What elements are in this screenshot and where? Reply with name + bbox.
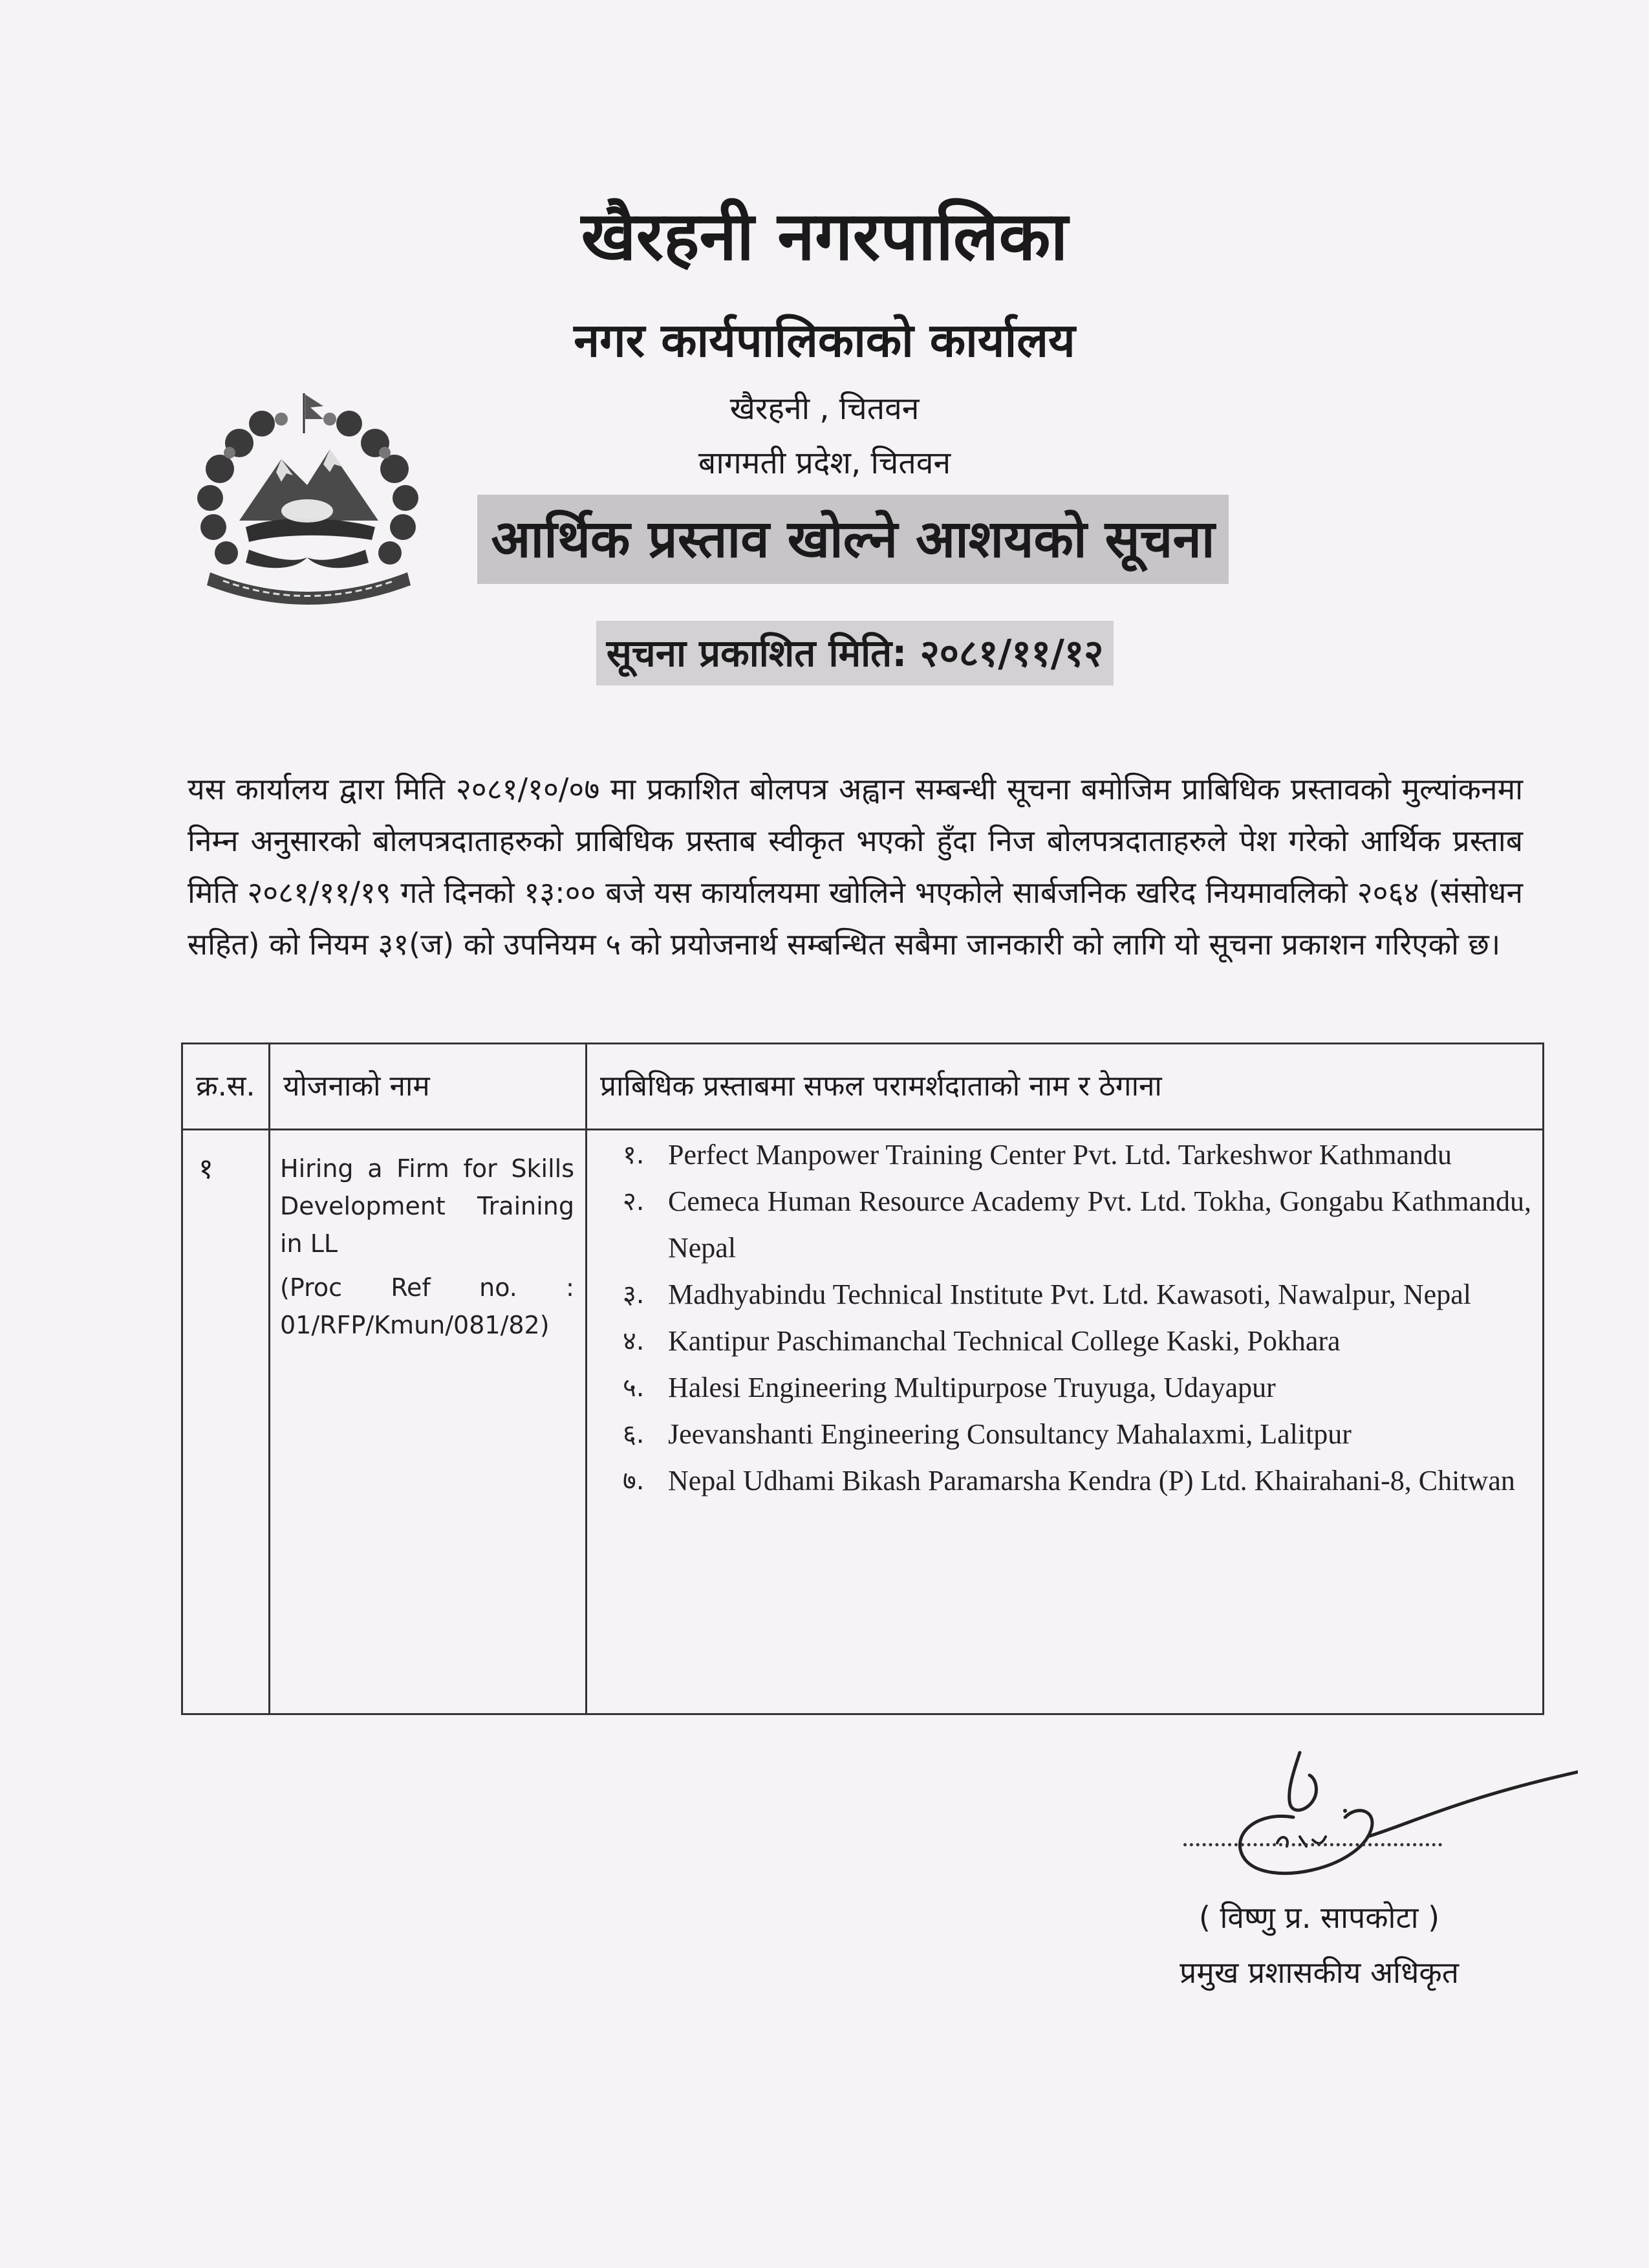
list-item bbox=[623, 1132, 1531, 1178]
signature-icon bbox=[1216, 1733, 1578, 1875]
signatory-name: ( विष्णु प्र. सापकोटा ) bbox=[1198, 1900, 1440, 1935]
signatory-title: प्रमुख प्रशासकीय अधिकृत bbox=[1180, 1955, 1459, 1990]
header-consultants: प्राबिधिक प्रस्ताबमा सफल परामर्शदाताको नाम र ठेगाना bbox=[600, 1070, 1162, 1103]
consultant-list bbox=[623, 1132, 1531, 1504]
office-name: नगर कार्यपालिकाको कार्यालय bbox=[574, 313, 1075, 367]
project-name: Hiring a Firm for Skills Development Training in LL bbox=[280, 1154, 574, 1258]
list-item bbox=[623, 1318, 1531, 1365]
municipality-name: खैरहनी नगरपालिका bbox=[581, 197, 1068, 275]
list-item-number: ६. bbox=[623, 1420, 645, 1449]
project-cell bbox=[280, 1150, 574, 1350]
address-line-1: खैरहनी , चितवन bbox=[729, 391, 920, 427]
notice-title: आर्थिक प्रस्ताव खोल्ने आशयको सूचना bbox=[477, 495, 1229, 584]
published-date: सूचना प्रकाशित मिति: २०८१/११/१२ bbox=[596, 621, 1114, 686]
notice-body-text: यस कार्यालय द्वारा मिति २०८१/१०/०७ मा प्रकाशित बोलपत्र अह्वान सम्बन्धी सूचना बमोजिम प्राबिधिक प्रस्तावको मुल्यांकनमा निम्न अनुसारको बोलपत्रदाताहरुको प्राबिधिक प्रस्ताब स्वीकृत भएको हुँदा निज बोलपत्रदाताहरुले पेश गरेको आर्थिक प्रस्ताब मिति २०८१/११/१९ गते दिनको १३:०० बजे यस कार्यालयमा खोलिने भएकोले सार्बजनिक खरिद नियमावलिको २०६४ (संसोधन सहित) को नियम ३१(ज) को उपनियम ५ को प्रयोजनार्थ सम्बन्धित सबैमा जानकारी को लागि यो सूचना प्रकाशन गरिएको छ। bbox=[188, 772, 1523, 962]
list-item-number: २. bbox=[623, 1187, 645, 1216]
list-item-number: ४. bbox=[623, 1326, 645, 1356]
signature-line bbox=[1183, 1843, 1442, 1846]
consultant-name: Madhyabindu Technical Institute Pvt. Ltd. Kawasoti, Nawalpur, Nepal bbox=[668, 1279, 1471, 1310]
list-item bbox=[623, 1411, 1531, 1458]
consultant-name: Jeevanshanti Engineering Consultancy Mahalaxmi, Lalitpur bbox=[668, 1418, 1352, 1450]
header-project-name: योजनाको नाम bbox=[283, 1070, 430, 1103]
consultant-name: Cemeca Human Resource Academy Pvt. Ltd. Tokha, Gongabu Kathmandu, Nepal bbox=[668, 1185, 1531, 1264]
list-item bbox=[623, 1458, 1531, 1504]
consultant-name: Perfect Manpower Training Center Pvt. Ltd. Tarkeshwor Kathmandu bbox=[668, 1139, 1452, 1171]
consultants-table bbox=[181, 1042, 1544, 1715]
address-line-2: बागमती प्रदेश, चितवन bbox=[698, 445, 951, 481]
consultant-name: Halesi Engineering Multipurpose Truyuga, Udayapur bbox=[668, 1372, 1276, 1403]
procurement-reference: (Proc Ref no. : 01/RFP/Kmun/081/82) bbox=[280, 1273, 574, 1339]
table-divider bbox=[585, 1044, 587, 1713]
list-item-number: १. bbox=[623, 1140, 645, 1170]
list-item-number: ७. bbox=[623, 1466, 645, 1496]
table-divider bbox=[268, 1044, 270, 1713]
list-item-number: ३. bbox=[623, 1280, 645, 1310]
consultant-name: Nepal Udhami Bikash Paramarsha Kendra (P) Ltd. Khairahani-8, Chitwan bbox=[668, 1465, 1515, 1496]
list-item bbox=[623, 1178, 1531, 1271]
list-item-number: ५. bbox=[623, 1373, 645, 1403]
row-serial-number: १ bbox=[199, 1152, 213, 1185]
consultant-name: Kantipur Paschimanchal Technical College Kaski, Pokhara bbox=[668, 1325, 1341, 1357]
list-item bbox=[623, 1365, 1531, 1411]
header-serial-number: क्र.स. bbox=[196, 1070, 255, 1103]
table-divider bbox=[183, 1129, 1542, 1130]
list-item bbox=[623, 1271, 1531, 1318]
